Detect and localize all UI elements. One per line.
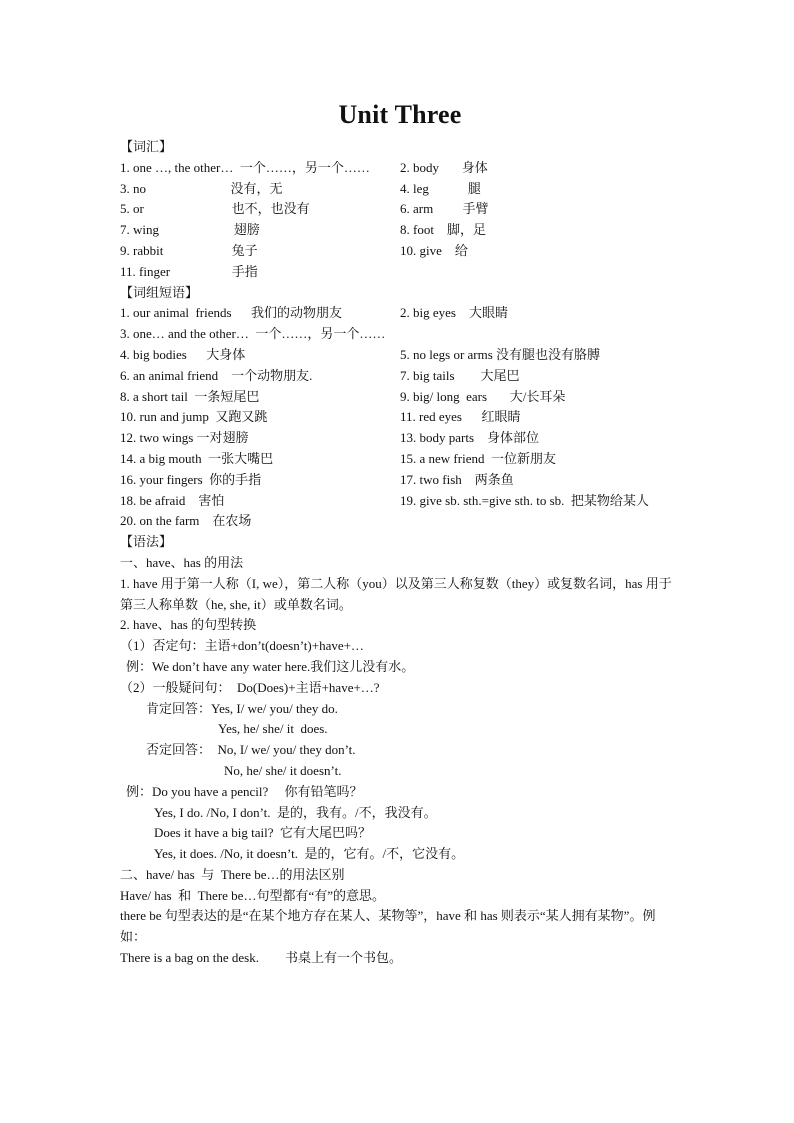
vocab-item [120,199,680,220]
part2-line-3: There is a bag on the desk. 书桌上有一个书包。 [120,950,402,966]
vocab-item-left: 7. wing 翅膀 [120,222,260,238]
vocab-item [120,158,680,179]
phrase-item-right: 13. body parts 身体部位 [400,430,540,446]
phrase-item-left: 10. run and jump 又跑又跳 [120,409,268,425]
document-body [120,137,680,969]
phrase-item-left: 20. on the farm 在农场 [120,513,252,529]
phrase-item [120,366,680,387]
phrase-item [120,428,680,449]
phrase-item-left: 14. a big mouth 一张大嘴巴 [120,450,274,466]
phrase-item [120,449,680,470]
phrase-item-right: 7. big tails 大尾巴 [400,367,520,383]
phrase-item-left: 16. your fingers 你的手指 [120,471,262,487]
phrase-item [120,511,680,532]
phrase-item-left: 6. an animal friend 一个动物朋友. [120,367,313,383]
grammar-part2-title: 二、have/ has 与 There be…的用法区别 [120,866,345,882]
phrases-heading: 【词组短语】 [120,284,199,300]
phrase-item [120,407,680,428]
vocab-item-left: 11. finger 手指 [120,263,258,279]
phrase-item-right: 15. a new friend 一位新朋友 [400,450,556,466]
phrase-item [120,470,680,491]
phrase-item [120,491,680,512]
phrase-item-left: 1. our animal friends 我们的动物朋友 [120,305,343,321]
vocab-list [120,158,680,283]
vocab-item-right: 6. arm 手臂 [400,201,489,217]
phrase-item-left: 4. big bodies 大身体 [120,346,246,362]
phrase-item [120,324,680,345]
grammar-point-2-title: 2. have、has 的句型转换 [120,617,257,633]
vocab-item-left: 5. or 也不，也没有 [120,201,310,217]
vocab-item-right: 10. give 给 [400,242,468,258]
phrase-item-right: 11. red eyes 红眼睛 [400,409,521,425]
grammar-paragraph-1: 1. have 用于第一人称（I, we），第二人称（you）以及第三人称复数（they）或复数名词，has 用于第三人称单数（he, she, it）或单数名词。 [120,575,672,612]
vocab-item [120,220,680,241]
negative-answer-2: No, he/ she/ it doesn’t. [224,762,342,778]
part2-line-2: there be 句型表达的是“在某个地方存在某人、某物等”，have 和 has 则表示“某人拥有某物”。例如： [120,908,656,945]
phrases-list [120,303,680,532]
phrase-item-right: 19. give sb. sth.=give sth. to sb. 把某物给某人 [400,492,649,508]
vocab-item-right: 4. leg 腿 [400,180,481,196]
example-2: Yes, I do. /No, I don’t. 是的，我有。/不，我没有。 [154,804,437,820]
vocab-item-left: 1. one …, the other… 一个……，另一个…… [120,159,370,175]
example-1: 例：Do you have a pencil? 你有铅笔吗？ [126,783,363,799]
negative-sentence-rule: （1）否定句：主语+don’t(doesn’t)+have+… [120,638,364,654]
phrase-item-left: 18. be afraid 害怕 [120,492,225,508]
phrase-item-left: 3. one… and the other… 一个……，另一个…… [120,326,386,342]
vocab-heading: 【词汇】 [120,139,173,154]
vocab-item-right: 2. body 身体 [400,159,488,175]
part2-line-1: Have/ has 和 There be…句型都有“有”的意思。 [120,887,385,903]
page-title: Unit Three [338,100,462,129]
example-3: Does it have a big tail? 它有大尾巴吗？ [154,825,371,841]
vocab-item [120,262,680,283]
vocab-item [120,241,680,262]
phrase-item-right: 5. no legs or arms 没有腿也没有胳膊 [400,346,601,362]
grammar-part1-title: 一、have、has 的用法 [120,554,244,570]
grammar-heading: 【语法】 [120,534,173,550]
negative-example: 例：We don’t have any water here.我们这儿没有水。 [126,658,415,674]
phrase-item [120,387,680,408]
phrase-item [120,303,680,324]
positive-answer-2: Yes, he/ she/ it does. [218,721,328,737]
phrase-item-left: 12. two wings 一对翅膀 [120,430,249,446]
negative-answer-1: 否定回答： No, I/ we/ you/ they don’t. [146,742,356,758]
phrase-item-right: 2. big eyes 大眼睛 [400,305,508,321]
phrase-item-right: 9. big/ long ears 大/长耳朵 [400,388,566,404]
question-rule: （2）一般疑问句： Do(Does)+主语+have+…? [120,679,380,695]
positive-answer-1: 肯定回答：Yes, I/ we/ you/ they do. [146,700,338,716]
vocab-item-left: 3. no 没有，无 [120,180,283,196]
phrase-item-left: 8. a short tail 一条短尾巴 [120,388,260,404]
phrase-item-right: 17. two fish 两条鱼 [400,471,514,487]
vocab-item-left: 9. rabbit 兔子 [120,242,258,258]
vocab-item-right: 8. foot 脚，足 [400,222,486,238]
phrase-item [120,345,680,366]
vocab-item [120,179,680,200]
example-4: Yes, it does. /No, it doesn’t. 是的，它有。/不，它没有。 [154,846,465,862]
